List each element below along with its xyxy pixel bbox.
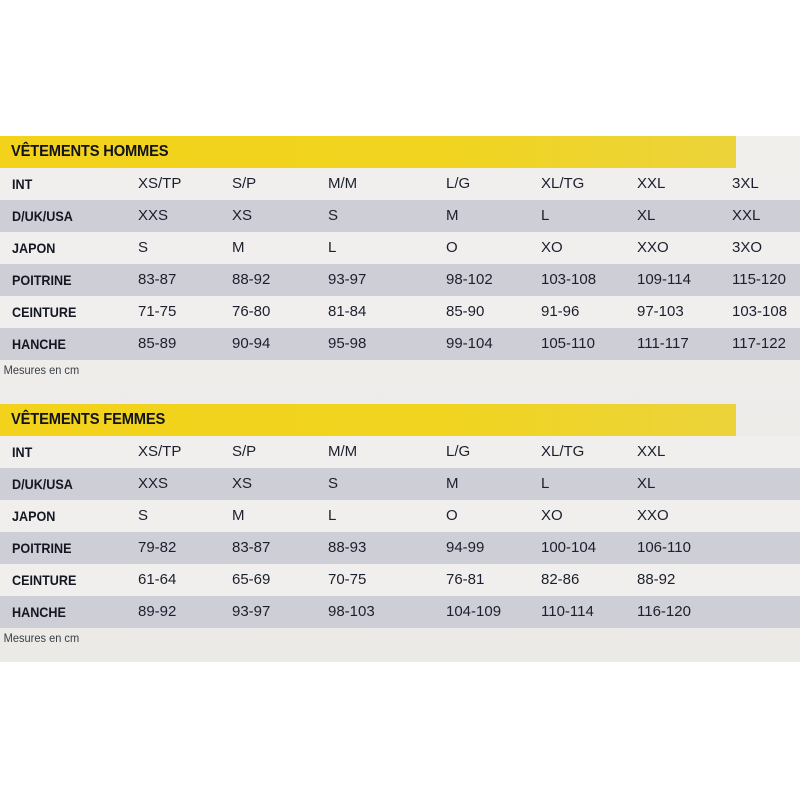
size-cell: 116-120 <box>637 603 691 620</box>
size-cell: 83-87 <box>138 271 177 288</box>
row-label: POITRINE <box>12 540 72 556</box>
size-cell: 81-84 <box>328 303 367 320</box>
size-cell: 94-99 <box>446 539 485 556</box>
men-table-rows <box>0 168 800 360</box>
table-row <box>0 500 800 532</box>
size-cell: 3XO <box>732 239 763 256</box>
table-row <box>0 168 800 200</box>
size-cell: 93-97 <box>232 603 271 620</box>
size-cell: 79-82 <box>138 539 177 556</box>
size-cell: S <box>328 475 339 492</box>
table-row <box>0 596 800 628</box>
size-cell: S/P <box>232 175 257 192</box>
row-label: INT <box>12 176 33 192</box>
size-cell: O <box>446 507 458 524</box>
size-cell: XS/TP <box>138 175 182 192</box>
size-cell: 70-75 <box>328 571 367 588</box>
size-cell: XXO <box>637 507 669 524</box>
size-cell: XL/TG <box>541 175 585 192</box>
size-cell: S/P <box>232 443 257 460</box>
men-measure-note: Mesures en cm <box>3 363 80 377</box>
size-cell: XXS <box>138 475 169 492</box>
size-cell: 103-108 <box>541 271 597 288</box>
size-cell: XXL <box>637 443 666 460</box>
size-cell: L <box>328 507 337 524</box>
size-cell: L <box>328 239 337 256</box>
size-cell: 65-69 <box>232 571 271 588</box>
size-cell: M <box>232 507 245 524</box>
table-row <box>0 296 800 328</box>
size-cell: 105-110 <box>541 335 595 352</box>
men-section-title: VÊTEMENTS HOMMES <box>0 136 736 168</box>
size-cell: 111-117 <box>637 335 689 352</box>
size-cell: 3XL <box>732 175 759 192</box>
size-cell: 100-104 <box>541 539 597 556</box>
size-cell: 88-92 <box>637 571 676 588</box>
size-cell: XO <box>541 239 563 256</box>
row-label: HANCHE <box>12 604 66 620</box>
size-cell: 98-103 <box>328 603 375 620</box>
size-cell: 97-103 <box>637 303 684 320</box>
row-label: CEINTURE <box>12 572 77 588</box>
women-table-rows <box>0 436 800 628</box>
women-section-title: VÊTEMENTS FEMMES <box>0 404 736 436</box>
size-cell: 83-87 <box>232 539 271 556</box>
size-cell: XS <box>232 475 253 492</box>
size-cell: 110-114 <box>541 603 594 620</box>
table-row <box>0 264 800 296</box>
size-cell: XO <box>541 507 563 524</box>
row-label: INT <box>12 444 33 460</box>
size-cell: 95-98 <box>328 335 367 352</box>
size-cell: 91-96 <box>541 303 580 320</box>
size-cell: 85-89 <box>138 335 177 352</box>
size-cell: 103-108 <box>732 303 788 320</box>
size-cell: 90-94 <box>232 335 271 352</box>
men-size-table <box>0 136 800 380</box>
size-cell: 99-104 <box>446 335 493 352</box>
size-cell: M <box>446 475 459 492</box>
size-cell: 106-110 <box>637 539 691 556</box>
size-cell: 88-93 <box>328 539 367 556</box>
size-cell: 85-90 <box>446 303 485 320</box>
size-cell: L/G <box>446 175 471 192</box>
size-cell: S <box>138 507 149 524</box>
size-cell: S <box>138 239 149 256</box>
size-cell: XL <box>637 475 656 492</box>
size-cell: XL/TG <box>541 443 585 460</box>
size-cell: O <box>446 239 458 256</box>
size-cell: 109-114 <box>637 271 691 288</box>
size-cell: 104-109 <box>446 603 502 620</box>
size-cell: 88-92 <box>232 271 271 288</box>
size-cell: 93-97 <box>328 271 367 288</box>
table-row <box>0 468 800 500</box>
size-cell: L/G <box>446 443 471 460</box>
size-cell: 82-86 <box>541 571 580 588</box>
size-cell: M/M <box>328 443 358 460</box>
size-cell: 61-64 <box>138 571 177 588</box>
row-label: JAPON <box>12 240 56 256</box>
size-cell: XXO <box>637 239 669 256</box>
size-cell: 76-80 <box>232 303 271 320</box>
table-row <box>0 200 800 232</box>
row-label: D/UK/USA <box>12 208 73 224</box>
row-label: POITRINE <box>12 272 72 288</box>
size-cell: XXS <box>138 207 169 224</box>
row-label: CEINTURE <box>12 304 77 320</box>
size-cell: M/M <box>328 175 358 192</box>
size-cell: XL <box>637 207 656 224</box>
table-row <box>0 328 800 360</box>
table-row <box>0 436 800 468</box>
size-cell: 115-120 <box>732 271 786 288</box>
size-cell: XXL <box>732 207 761 224</box>
size-cell: XS/TP <box>138 443 182 460</box>
size-cell: 71-75 <box>138 303 177 320</box>
size-cell: L <box>541 475 550 492</box>
row-label: HANCHE <box>12 336 66 352</box>
table-row <box>0 564 800 596</box>
size-cell: 98-102 <box>446 271 493 288</box>
size-cell: M <box>446 207 459 224</box>
size-cell: 89-92 <box>138 603 177 620</box>
size-cell: XS <box>232 207 253 224</box>
row-label: D/UK/USA <box>12 476 73 492</box>
size-cell: S <box>328 207 339 224</box>
size-cell: 117-122 <box>732 335 786 352</box>
women-measure-note: Mesures en cm <box>3 631 80 645</box>
size-cell: XXL <box>637 175 666 192</box>
row-label: JAPON <box>12 508 56 524</box>
size-cell: 76-81 <box>446 571 485 588</box>
size-cell: L <box>541 207 550 224</box>
table-row <box>0 532 800 564</box>
size-cell: M <box>232 239 245 256</box>
women-size-table <box>0 404 800 648</box>
table-row <box>0 232 800 264</box>
